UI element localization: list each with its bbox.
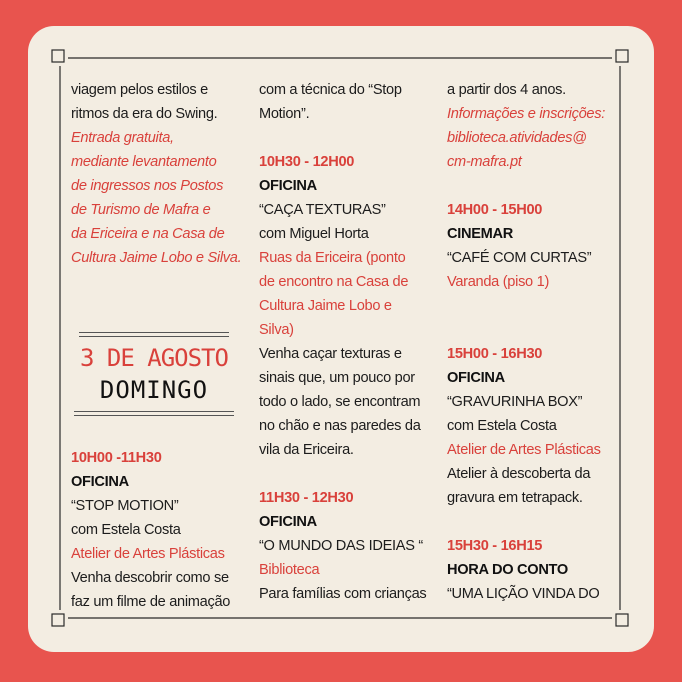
event-type: OFICINA — [447, 370, 505, 386]
entry-note-line: da Ericeira e na Casa de — [71, 226, 225, 242]
event-desc-line: todo o lado, se encontram — [259, 394, 421, 410]
event-type: CINEMAR — [447, 226, 514, 242]
event-time: 10H00 -11H30 — [71, 450, 162, 466]
event-title: “O MUNDO DAS IDEIAS “ — [259, 538, 423, 554]
divider — [79, 332, 229, 333]
continued-line: com a técnica do “Stop — [259, 82, 402, 98]
event-time: 15H00 - 16H30 — [447, 346, 543, 362]
event-place-line: Ruas da Ericeira (ponto — [259, 250, 406, 266]
event-title: “CAÇA TEXTURAS” — [259, 202, 386, 218]
event-time: 15H30 - 16H15 — [447, 538, 543, 554]
event-type: OFICINA — [259, 178, 317, 194]
entry-note-line: Cultura Jaime Lobo e Silva. — [71, 250, 242, 266]
column-1 — [71, 78, 251, 270]
event-stop-motion — [71, 446, 251, 614]
info-line: Informações e inscrições: — [447, 106, 605, 122]
continued-line: Motion”. — [259, 106, 310, 122]
entry-note-line: Entrada gratuita, — [71, 130, 174, 146]
event-host: com Estela Costa — [447, 418, 557, 434]
entry-note-line: mediante levantamento — [71, 154, 217, 170]
date-label: 3 DE AGOSTO — [80, 344, 228, 372]
weekday-label: DOMINGO — [99, 376, 209, 404]
event-title: “UMA LIÇÃO VINDA DO — [447, 586, 600, 602]
event-desc-line: Atelier à descoberta da — [447, 466, 591, 482]
info-email-line[interactable]: biblioteca.atividades@ — [447, 130, 587, 146]
program-card — [28, 26, 654, 652]
divider — [74, 415, 234, 416]
event-desc-line: Venha descobrir como se — [71, 570, 229, 586]
column-3 — [447, 78, 627, 606]
event-place-line: Silva) — [259, 322, 294, 338]
event-type: OFICINA — [259, 514, 317, 530]
continued-line: a partir dos 4 anos. — [447, 82, 566, 98]
entry-note-line: de ingressos nos Postos — [71, 178, 224, 194]
event-desc-line: sinais que, um pouco por — [259, 370, 415, 386]
event-desc-line: no chão e nas paredes da — [259, 418, 421, 434]
event-time: 14H00 - 15H00 — [447, 202, 543, 218]
entry-note-line: de Turismo de Mafra e — [71, 202, 211, 218]
event-place: Biblioteca — [259, 562, 320, 578]
event-host: com Miguel Horta — [259, 226, 369, 242]
event-desc-line: gravura em tetrapack. — [447, 490, 583, 506]
event-time: 11H30 - 12H30 — [259, 490, 354, 506]
event-title: “GRAVURINHA BOX” — [447, 394, 583, 410]
divider — [74, 411, 234, 412]
intro-line: viagem pelos estilos e — [71, 82, 208, 98]
event-title: “CAFÉ COM CURTAS” — [447, 250, 592, 266]
event-type: HORA DO CONTO — [447, 562, 568, 578]
date-heading — [74, 332, 234, 416]
event-type: OFICINA — [71, 474, 129, 490]
divider — [79, 336, 229, 337]
event-time: 10H30 - 12H00 — [259, 154, 355, 170]
event-title: “STOP MOTION” — [71, 498, 179, 514]
column-2 — [259, 78, 439, 606]
event-desc: Para famílias com crianças — [259, 586, 427, 602]
info-email-line[interactable]: cm-mafra.pt — [447, 154, 522, 170]
event-desc-line: faz um filme de animação — [71, 594, 231, 610]
event-desc-line: vila da Ericeira. — [259, 442, 354, 458]
event-desc-line: Venha caçar texturas e — [259, 346, 402, 362]
event-place-line: de encontro na Casa de — [259, 274, 409, 290]
event-place: Varanda (piso 1) — [447, 274, 550, 290]
event-place: Atelier de Artes Plásticas — [447, 442, 601, 458]
event-place-line: Cultura Jaime Lobo e — [259, 298, 392, 314]
event-place: Atelier de Artes Plásticas — [71, 546, 225, 562]
event-host: com Estela Costa — [71, 522, 181, 538]
intro-line: ritmos da era do Swing. — [71, 106, 218, 122]
